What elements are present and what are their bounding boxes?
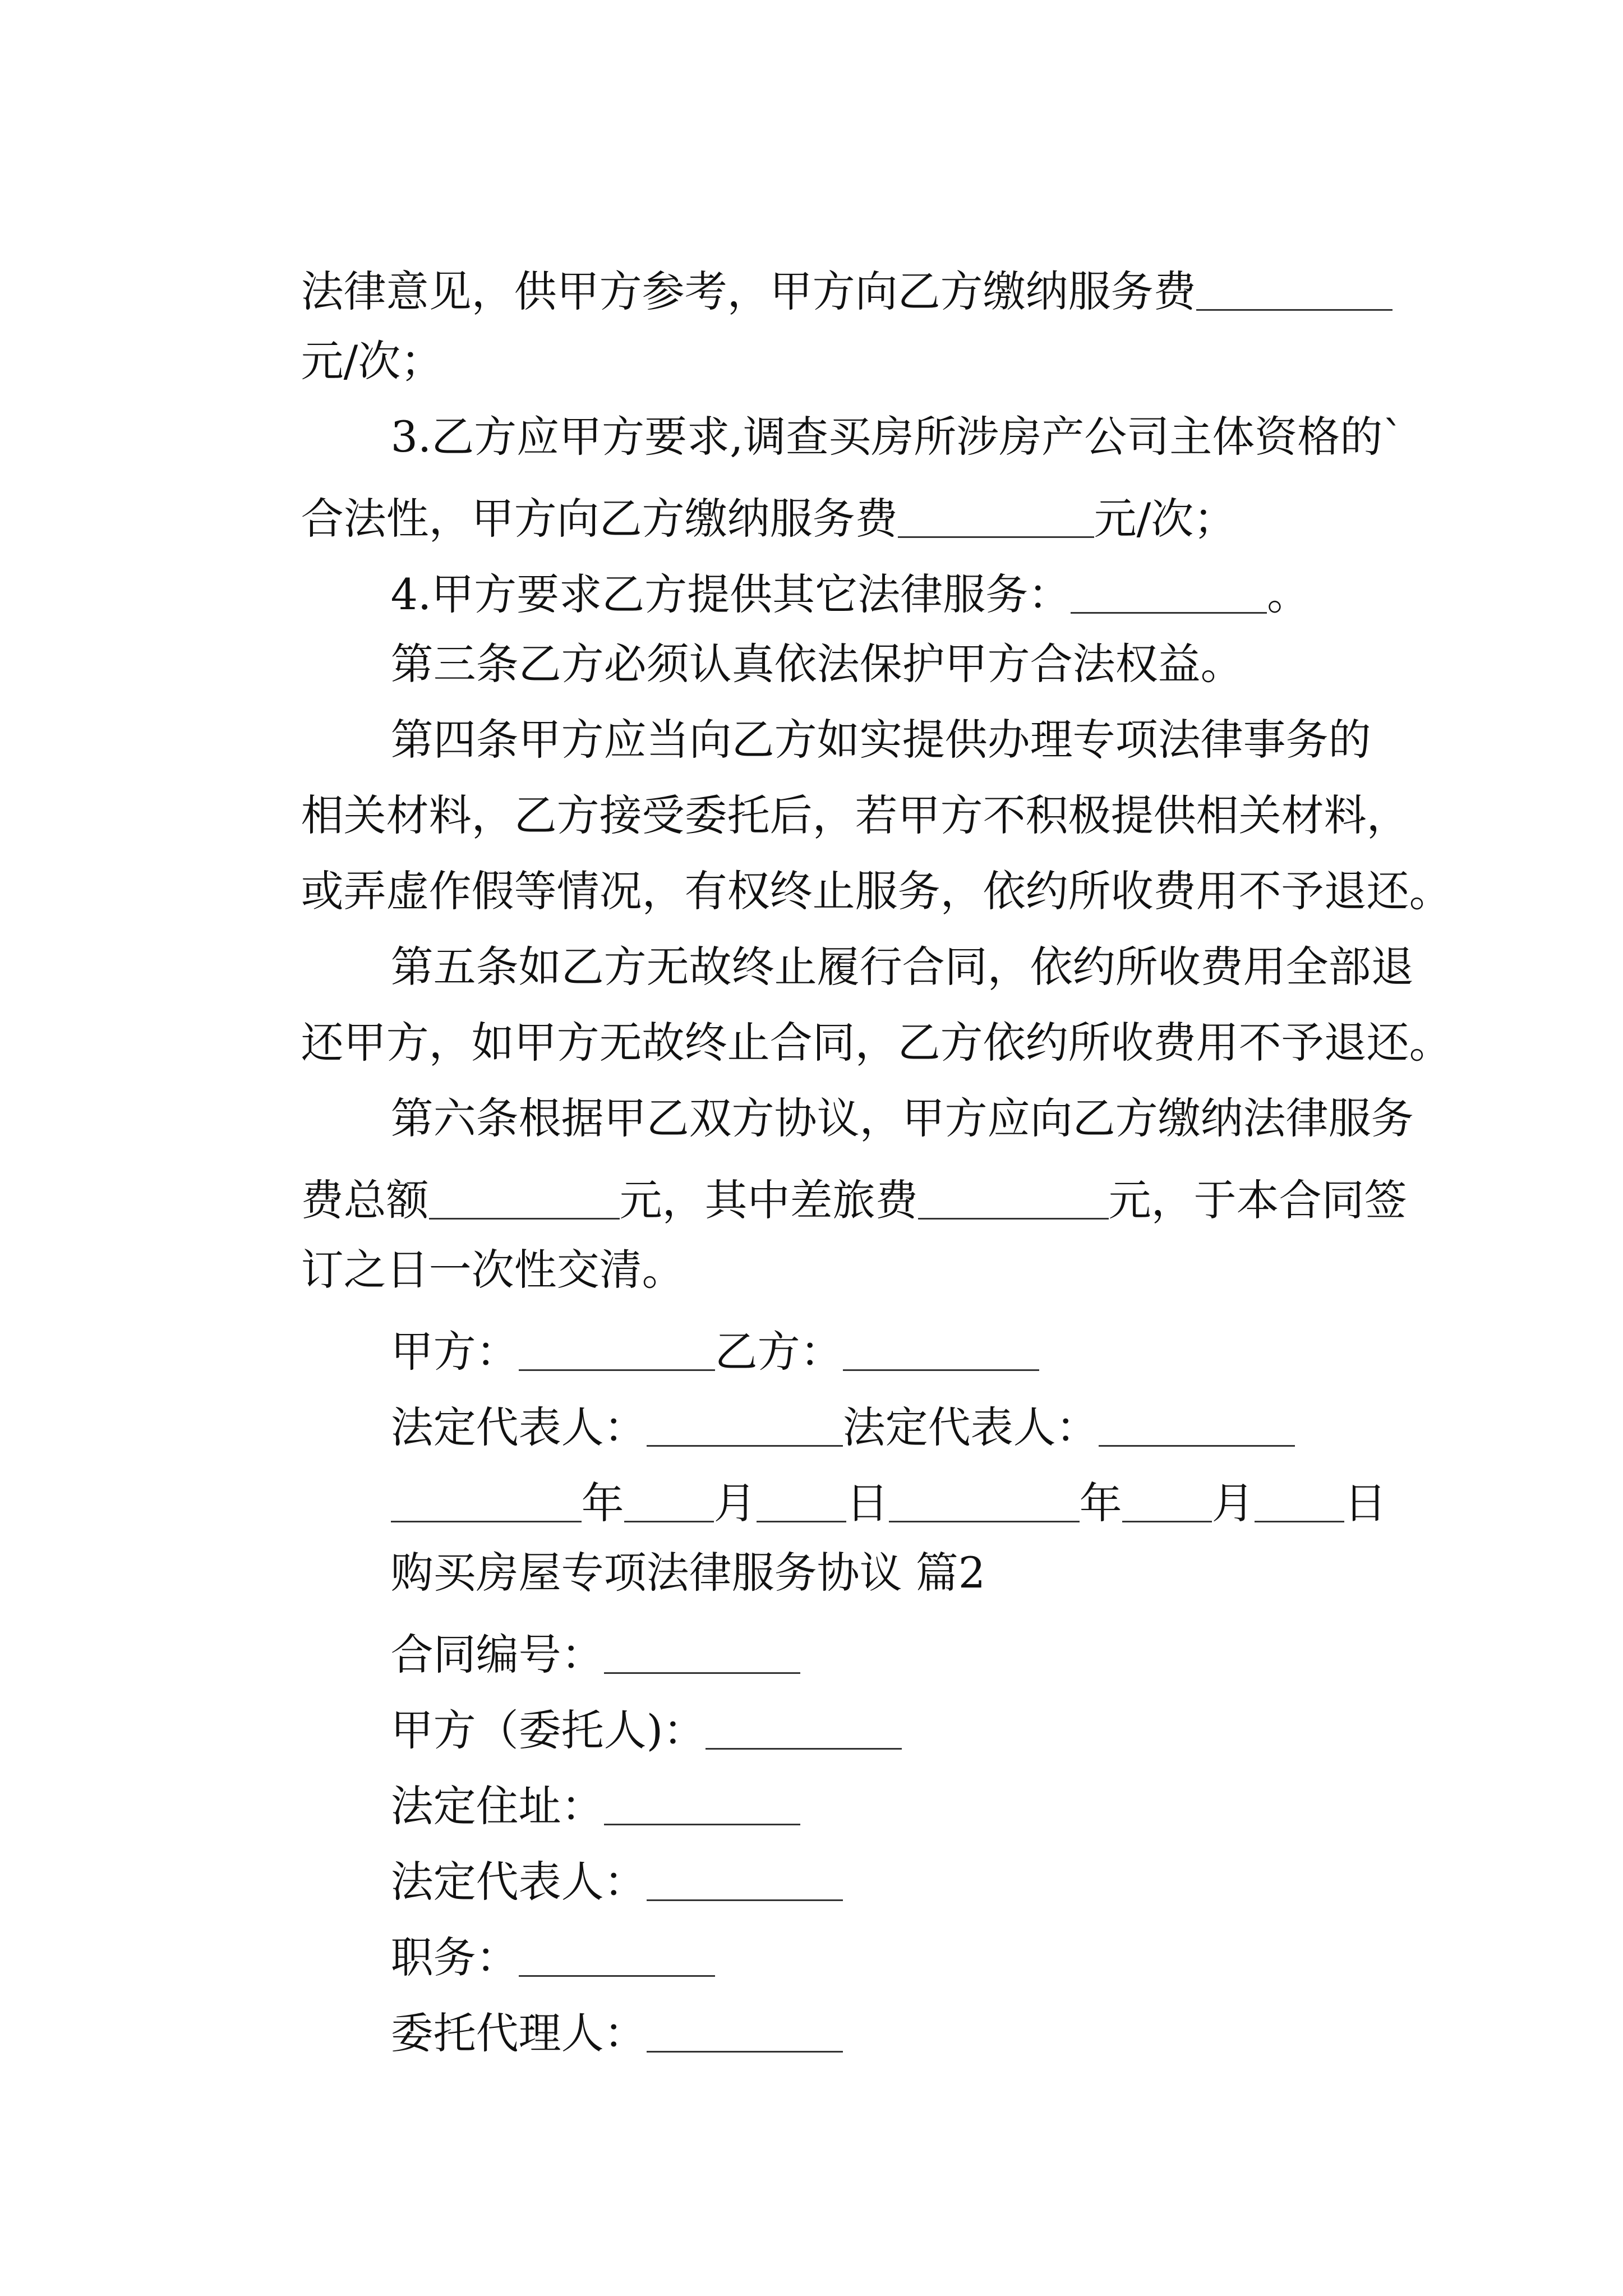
- month-b-blank[interactable]: [1122, 1476, 1212, 1522]
- text: 元/次；: [1094, 494, 1237, 544]
- address-label: 法定住址：: [390, 1781, 604, 1831]
- item3-line1: [336, 373, 1404, 462]
- text: 3.乙方应甲方要求,调查买房所涉房产公司主体资格的`: [390, 412, 1404, 462]
- legal-rep-label: 法定代表人：: [390, 1857, 647, 1907]
- text: 订之日一次性交清。: [301, 1245, 685, 1295]
- position-line: [336, 1888, 715, 1982]
- article5-line2: [247, 979, 1452, 1068]
- signature-date-line: [336, 1433, 1387, 1528]
- text: 第五条如乙方无故终止履行合同，依约所收费用全部退: [390, 942, 1414, 992]
- day-b-blank[interactable]: [1255, 1476, 1344, 1522]
- travel-fee-blank[interactable]: [918, 1173, 1109, 1220]
- month-label: 月: [1211, 1478, 1255, 1528]
- contract-no-line: [336, 1585, 800, 1680]
- clause2-continuation-line1: [247, 222, 1393, 316]
- text: 元，于本合同签: [1108, 1175, 1407, 1225]
- text: 法律意见，供甲方参考，甲方向乙方缴纳服务费: [301, 266, 1196, 316]
- rep-a-label: 法定代表人：: [390, 1402, 647, 1452]
- text: 。: [1267, 569, 1310, 619]
- text: 合法性，甲方向乙方缴纳服务费: [301, 494, 898, 544]
- signature-parties-line: [336, 1282, 1039, 1377]
- party-b-label: 乙方：: [714, 1327, 843, 1377]
- month-label: 月: [713, 1478, 757, 1528]
- rep-b-label: 法定代表人：: [842, 1402, 1099, 1452]
- text: 第六条根据甲乙双方协议，甲方应向乙方缴纳法律服务: [390, 1093, 1414, 1143]
- text: 元/次；: [301, 336, 444, 386]
- text: 还甲方，如甲方无故终止合同，乙方依约所收费用不予退还。: [301, 1018, 1452, 1068]
- article5-line1: [336, 903, 1414, 992]
- year-label: 年: [581, 1478, 624, 1528]
- text: 4.甲方要求乙方提供其它法律服务：: [390, 569, 1071, 619]
- fill-blank[interactable]: [1196, 264, 1393, 311]
- article4-line2: [247, 752, 1409, 840]
- item3-line2: [247, 449, 1237, 544]
- clause2-continuation-line2: [247, 297, 444, 386]
- position-label: 职务：: [390, 1932, 519, 1982]
- item4-line: [336, 524, 1310, 619]
- address-line: [336, 1736, 800, 1831]
- day-label: 日: [846, 1478, 889, 1528]
- part2-heading: [336, 1509, 986, 1598]
- article4-line3: [247, 827, 1452, 916]
- text: 第四条甲方应当向乙方如实提供办理专项法律事务的: [390, 715, 1371, 765]
- article3-line: [336, 600, 1243, 689]
- text: 相关材料，乙方接受委托后，若甲方不积极提供相关材料，: [301, 790, 1409, 840]
- signature-reps-line: [336, 1358, 1295, 1452]
- agent-label: 委托代理人：: [390, 2008, 647, 2058]
- legal-rep-line: [336, 1812, 843, 1907]
- article6-line2: [247, 1130, 1407, 1225]
- text: 购买房屋专项法律服务协议 篇2: [390, 1548, 986, 1598]
- principal-label: 甲方（委托人)：: [390, 1705, 706, 1755]
- agent-line: [336, 1963, 843, 2058]
- party-a-label: 甲方：: [390, 1327, 519, 1377]
- text: 或弄虚作假等情况，有权终止服务，依约所收费用不予退还。: [301, 866, 1452, 916]
- day-label: 日: [1344, 1478, 1387, 1528]
- agent-blank[interactable]: [647, 2006, 843, 2053]
- year-label: 年: [1079, 1478, 1122, 1528]
- text: 第三条乙方必须认真依法保护甲方合法权益。: [390, 639, 1243, 689]
- article4-line1: [336, 676, 1371, 765]
- contract-no-label: 合同编号：: [390, 1630, 604, 1680]
- article6-line3: [247, 1206, 685, 1295]
- principal-line: [336, 1660, 902, 1755]
- text: 费总额: [301, 1175, 429, 1225]
- text: 元，其中差旅费: [619, 1175, 918, 1225]
- article6-line1: [336, 1055, 1414, 1143]
